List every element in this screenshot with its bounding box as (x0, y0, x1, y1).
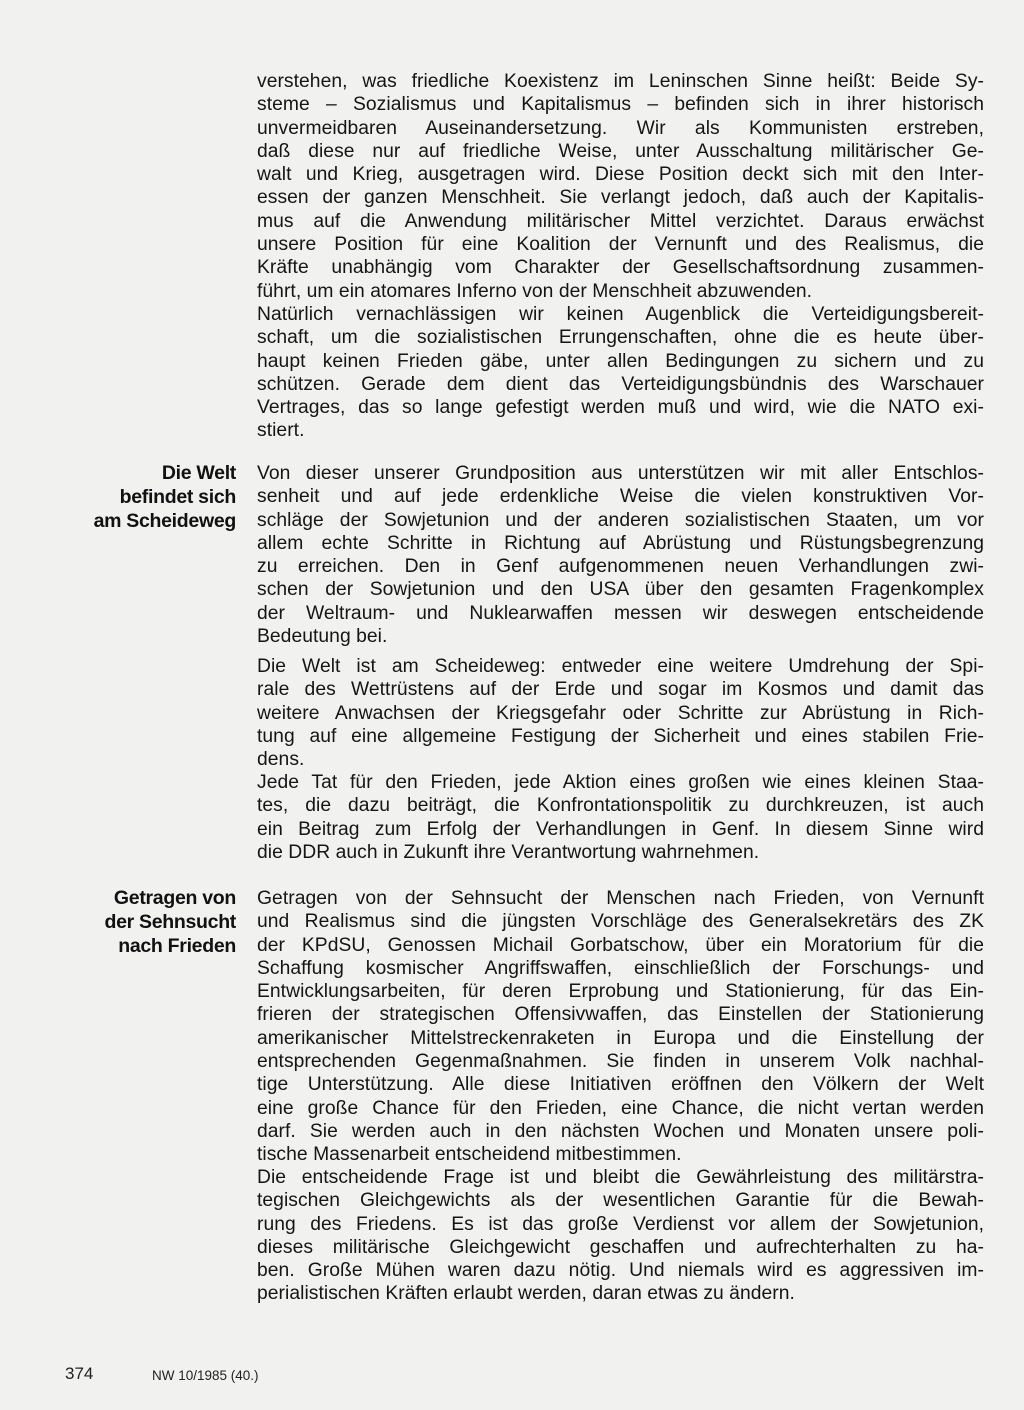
text-line: Natürlich vernachlässigen wir keinen Augenblick die Verteidigungsbereit- (257, 304, 984, 325)
page-number: 374 (65, 1364, 94, 1383)
text-line: allem echte Schritte in Richtung auf Abrüstung und Rüstungsbegrenzung (257, 532, 984, 554)
text-line: entsprechenden Gegenmaßnahmen. Sie finden in unserem Volk nachhal- (257, 1051, 984, 1073)
text-line: stiert. (257, 420, 305, 442)
paragraph-7 (257, 1166, 984, 1306)
text-line: zu erreichen. Den in Genf aufgenommenen neuen Verhandlungen zwi- (257, 556, 984, 578)
text-line: ben. Große Mühen waren dazu nötig. Und niemals wird es aggressiven im- (257, 1260, 984, 1282)
text-line: rung des Friedens. Es ist das große Verdienst vor allem der Sowjetunion, (257, 1213, 984, 1235)
text-line: senheit und auf jede erdenkliche Weise die vielen konstruktiven Vor- (257, 486, 984, 508)
text-line: tegischen Gleichgewichts als der wesentlichen Garantie für die Bewah- (257, 1190, 984, 1212)
text-line: amerikanischer Mittelstreckenraketen in Europa und die Einstellung der (257, 1027, 984, 1049)
text-line: schen der Sowjetunion und den USA über den gesamten Fragenkomplex (257, 579, 984, 601)
text-line: tische Massenarbeit entscheidend mitbestimmen. (257, 1144, 682, 1166)
text-line: verstehen, was friedliche Koexistenz im Leninschen Sinne heißt: Beide Sy- (257, 71, 984, 92)
margin-heading-line: am Scheideweg (93, 510, 236, 533)
text-line: Schaffung kosmischer Angriffswaffen, einschließlich der Forschungs- und (257, 957, 984, 979)
text-line: rale des Wettrüstens auf der Erde und sogar im Kosmos und damit das (257, 679, 984, 701)
text-line: weitere Anwachsen der Kriegsgefahr oder Schritte zur Abrüstung in Rich- (257, 702, 984, 724)
text-line: und Realismus sind die jüngsten Vorschläge des Generalsekretärs des ZK (257, 911, 984, 933)
margin-heading-line: Die Welt (161, 462, 236, 484)
text-line: Bedeutung bei. (257, 626, 388, 648)
text-line: Von dieser unserer Grundposition aus unterstützen wir mit aller Entschlos- (257, 463, 984, 484)
text-line: eine große Chance für den Frieden, eine Chance, die nicht vertan werden (257, 1097, 984, 1119)
paragraph-5 (257, 771, 984, 864)
paragraph-2 (257, 303, 984, 443)
text-line: unvermeidbaren Auseinandersetzung. Wir als Kommunisten erstreben, (257, 117, 984, 139)
text-line: die DDR auch in Zukunft ihre Verantwortung wahrnehmen. (257, 841, 760, 863)
text-line: schläge der Sowjetunion und der anderen sozialistischen Staaten, um vor (257, 509, 984, 531)
paragraph-4 (257, 655, 984, 771)
paragraph-6 (257, 887, 984, 1167)
text-line: Entwicklungsarbeiten, für deren Erprobung und Stationierung, für das Ein- (257, 981, 984, 1003)
text-line: tige Unterstützung. Alle diese Initiativen eröffnen den Völkern der Welt (257, 1074, 984, 1096)
text-line: Getragen von der Sehnsucht der Menschen nach Frieden, von Vernunft (257, 888, 984, 909)
text-line: der KPdSU, Genossen Michail Gorbatschow, über ein Moratorium für die (257, 934, 984, 956)
text-line: haupt keinen Frieden gäbe, unter allen Bedingungen zu sichern und zu (257, 350, 984, 372)
margin-heading-line: der Sehnsucht (104, 911, 236, 934)
text-line: Vertrages, das so lange gefestigt werden muß und wird, wie die NATO exi- (257, 397, 984, 419)
text-line: mus auf die Anwendung militärischer Mittel verzichtet. Daraus erwächst (257, 210, 984, 232)
text-line: der Weltraum- und Nuklearwaffen messen wir deswegen entscheidende (257, 602, 984, 624)
margin-heading-line: befindet sich (119, 486, 236, 509)
text-line: ein Beitrag zum Erfolg der Verhandlungen in Genf. In diesem Sinne wird (257, 818, 984, 840)
text-line: dens. (257, 749, 305, 771)
text-line: tung auf eine allgemeine Festigung der Sicherheit und eines stabilen Frie- (257, 725, 984, 747)
text-line: Die entscheidende Frage ist und bleibt die Gewährleistung des militärstra- (257, 1167, 984, 1188)
text-line: essen der ganzen Menschheit. Sie verlangt jedoch, daß auch der Kapitalis- (257, 187, 984, 209)
text-line: Die Welt ist am Scheideweg: entweder eine weitere Umdrehung der Spi- (257, 656, 984, 677)
text-line: dieses militärische Gleichgewicht geschaffen und aufrechterhalten zu ha- (257, 1236, 984, 1258)
text-line: unsere Position für eine Koalition der Vernunft und des Realismus, die (257, 234, 984, 256)
text-line: frieren der strategischen Offensivwaffen, das Einstellen der Stationierung (257, 1004, 984, 1026)
text-line: daß diese nur auf friedliche Weise, unter Ausschaltung militärischer Ge- (257, 140, 984, 162)
text-line: tes, die dazu beiträgt, die Konfrontationspolitik zu durchkreuzen, ist auch (257, 795, 984, 817)
margin-heading-scheideweg (66, 461, 236, 534)
margin-heading-line: nach Frieden (118, 935, 236, 958)
text-line: Kräfte unabhängig vom Charakter der Gesellschaftsordnung zusammen- (257, 257, 984, 279)
text-line: schaft, um die sozialistischen Errungenschaften, ohne die es heute über- (257, 327, 984, 349)
text-line: darf. Sie werden auch in den nächsten Wochen und Monaten unsere poli- (257, 1120, 984, 1142)
text-line: Jede Tat für den Frieden, jede Aktion eines großen wie eines kleinen Staa- (257, 772, 984, 793)
paragraph-1 (257, 70, 984, 303)
text-line: walt und Krieg, ausgetragen wird. Diese Position deckt sich mit den Inter- (257, 164, 984, 186)
text-line: führt, um ein atomares Inferno von der Menschheit abzuwenden. (257, 280, 813, 302)
margin-heading-sehnsucht (66, 886, 236, 959)
margin-heading-line: Getragen von (113, 887, 236, 909)
text-line: schützen. Gerade dem dient das Verteidigungsbündnis des Warschauer (257, 373, 984, 395)
text-line: steme – Sozialismus und Kapitalismus – befinden sich in ihrer historisch (257, 94, 984, 116)
source-reference: NW 10/1985 (40.) (152, 1368, 259, 1383)
text-line: perialistischen Kräften erlaubt werden, daran etwas zu ändern. (257, 1283, 795, 1305)
paragraph-3 (257, 462, 984, 648)
